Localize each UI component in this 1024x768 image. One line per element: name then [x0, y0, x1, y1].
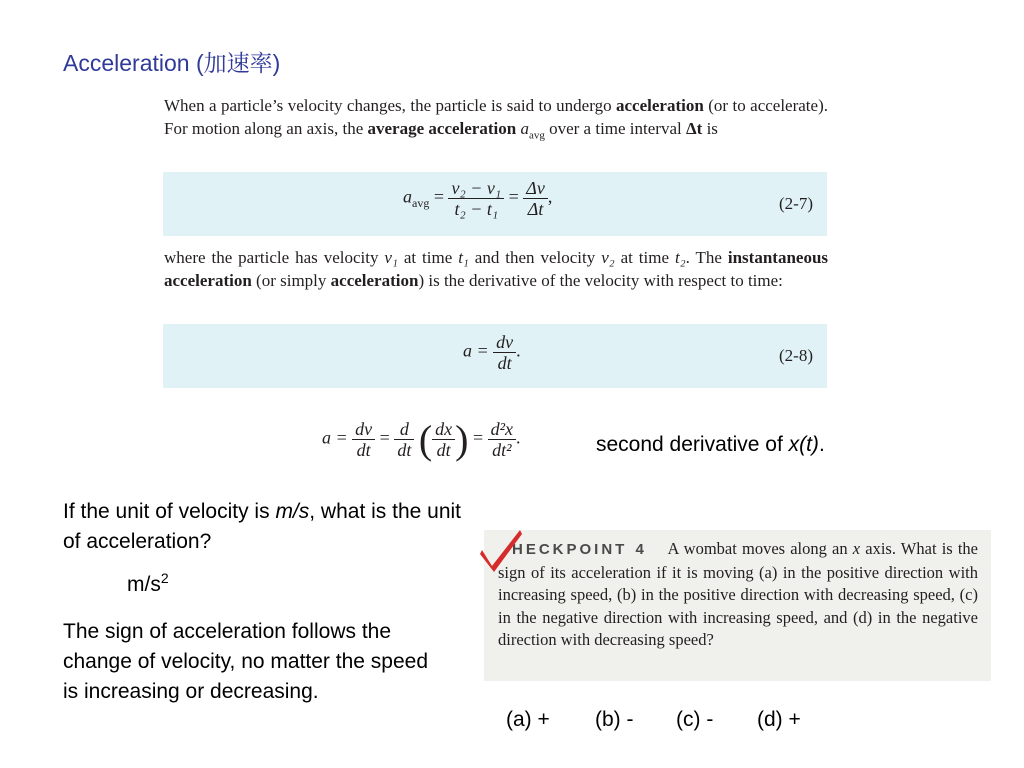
mid-text-3: and then velocity: [468, 248, 602, 267]
eq1-fraction-2: [523, 178, 548, 219]
textbook-intro-paragraph: [164, 94, 828, 147]
eq3-d1: dt: [356, 440, 371, 460]
mid-t1: t₁: [458, 248, 469, 267]
equation-box-2-7: [163, 172, 827, 236]
eq3-d4: dt²: [492, 440, 512, 460]
eq3-fraction-3: [432, 419, 455, 460]
checkpoint-text: [498, 538, 978, 652]
right-paren-icon: ): [455, 417, 469, 462]
answer-exponent: 2: [160, 570, 169, 586]
page-title: [63, 45, 280, 78]
answer-base: m/s: [127, 573, 161, 596]
eq1-fraction-1: [448, 178, 504, 219]
side-label-prefix: second derivative of: [596, 433, 789, 456]
second-derivative-equation: [322, 416, 521, 463]
eq3-d3: dt: [436, 440, 451, 460]
question-suffix: , what is the unit of acceleration?: [63, 500, 462, 553]
unit-question: [63, 497, 463, 557]
eq1-comma: ,: [547, 186, 553, 207]
mid-bold-instantaneous: instantaneous acceleration: [164, 248, 829, 290]
checkpoint-text-1: A wombat moves along an: [667, 539, 853, 558]
unit-answer: [127, 570, 169, 597]
mid-text-6: (or simply: [251, 271, 331, 290]
checkpoint-text-2: axis. What is the sign of its acceleration if it is moving (a) in the positive direction with increasing speed, (b) in the positive direction with decreasing speed, (c) in the negative direction with increasing speed, and (d) in the negative direction with decreasing speed?: [498, 539, 979, 649]
intro-text-5: is: [702, 119, 718, 138]
equation-number-2-8: (2-8): [779, 346, 813, 365]
eq3-lhs: a =: [322, 427, 348, 448]
eq3-equals-1: =: [379, 427, 390, 448]
second-derivative-label: [596, 433, 825, 457]
checkpoint-label: HECKPOINT 4: [512, 541, 647, 558]
mid-text-4: at time: [614, 248, 675, 267]
mid-text-5: . The: [685, 248, 728, 267]
title-chinese: 加速率: [203, 50, 273, 76]
eq1-equals: =: [433, 186, 444, 207]
question-italic: m/s: [275, 500, 310, 523]
equation-2-7: [403, 178, 552, 219]
intro-delta-t: Δt: [685, 119, 703, 138]
title-paren-close: ): [272, 50, 281, 76]
eq1-lhs-a: a: [403, 186, 412, 207]
side-label-italic: x(t): [788, 433, 819, 456]
sign-explanation: The sign of acceleration follows the change of velocity, no matter the speed is increasing or decreasing.: [63, 620, 428, 703]
answer-d: (d) +: [757, 708, 801, 731]
eq3-n3: dx: [432, 419, 455, 440]
answer-c: (c) -: [676, 708, 714, 731]
equation-2-8: [463, 332, 521, 373]
answer-a: (a) +: [506, 708, 550, 731]
checkmark-icon: [478, 526, 524, 574]
eq3-fraction-4: [488, 419, 516, 460]
mid-text-7: ) is the derivative of the velocity with respect to time:: [418, 271, 783, 290]
eq2-num: dv: [493, 332, 516, 353]
eq1-num1: v₂ − v₁: [448, 178, 504, 199]
left-paren-icon: (: [418, 417, 433, 462]
eq2-dot: .: [516, 340, 521, 361]
eq1-num2: Δv: [523, 178, 548, 199]
eq3-fraction-1: [352, 419, 375, 460]
eq2-fraction: [493, 332, 516, 373]
mid-v1: v₁: [384, 248, 398, 267]
mid-t2: t₂: [674, 248, 686, 267]
intro-bold-acceleration: acceleration: [616, 96, 704, 115]
intro-symbol-avg: avg: [528, 129, 545, 142]
answer-b: (b) -: [595, 708, 634, 731]
eq2-lhs: a =: [463, 340, 489, 361]
intro-bold-average-acceleration: average acceleration: [367, 119, 517, 138]
equation-number-2-7: (2-7): [779, 194, 813, 213]
eq3-d2: dt: [397, 440, 412, 460]
side-label-suffix: .: [818, 433, 825, 456]
intro-symbol-a: a: [520, 119, 529, 138]
checkpoint-box: [484, 530, 991, 681]
question-prefix: If the unit of velocity is: [63, 500, 276, 523]
eq1-equals-2: =: [508, 186, 519, 207]
eq1-den1: t₂ − t₁: [454, 199, 499, 219]
intro-text-4: over a time interval: [544, 119, 686, 138]
title-text: Acceleration: [63, 50, 190, 76]
intro-text-2: (or to accelerate). For motion along an axis, the: [164, 96, 828, 138]
eq3-equals-2: =: [472, 427, 484, 448]
eq3-n1: dv: [352, 419, 375, 440]
eq1-den2: Δt: [527, 199, 544, 219]
textbook-middle-paragraph: [164, 246, 828, 292]
mid-v2: v₂: [601, 248, 615, 267]
title-paren-open: (: [189, 50, 204, 76]
eq3-n2: d: [394, 419, 414, 440]
mid-bold-acceleration: acceleration: [330, 271, 419, 290]
equation-box-2-8: [163, 324, 827, 388]
eq2-den: dt: [497, 353, 512, 373]
eq3-dot: .: [516, 427, 521, 448]
eq1-lhs-sub: avg: [412, 196, 430, 211]
eq3-fraction-2: [394, 419, 414, 460]
mid-text-1: where the particle has velocity: [164, 248, 385, 267]
checkpoint-x: x: [852, 539, 861, 558]
intro-text-1: When a particle’s velocity changes, the particle is said to undergo: [164, 96, 617, 115]
eq3-n4: d²x: [488, 419, 516, 440]
mid-text-2: at time: [397, 248, 459, 267]
